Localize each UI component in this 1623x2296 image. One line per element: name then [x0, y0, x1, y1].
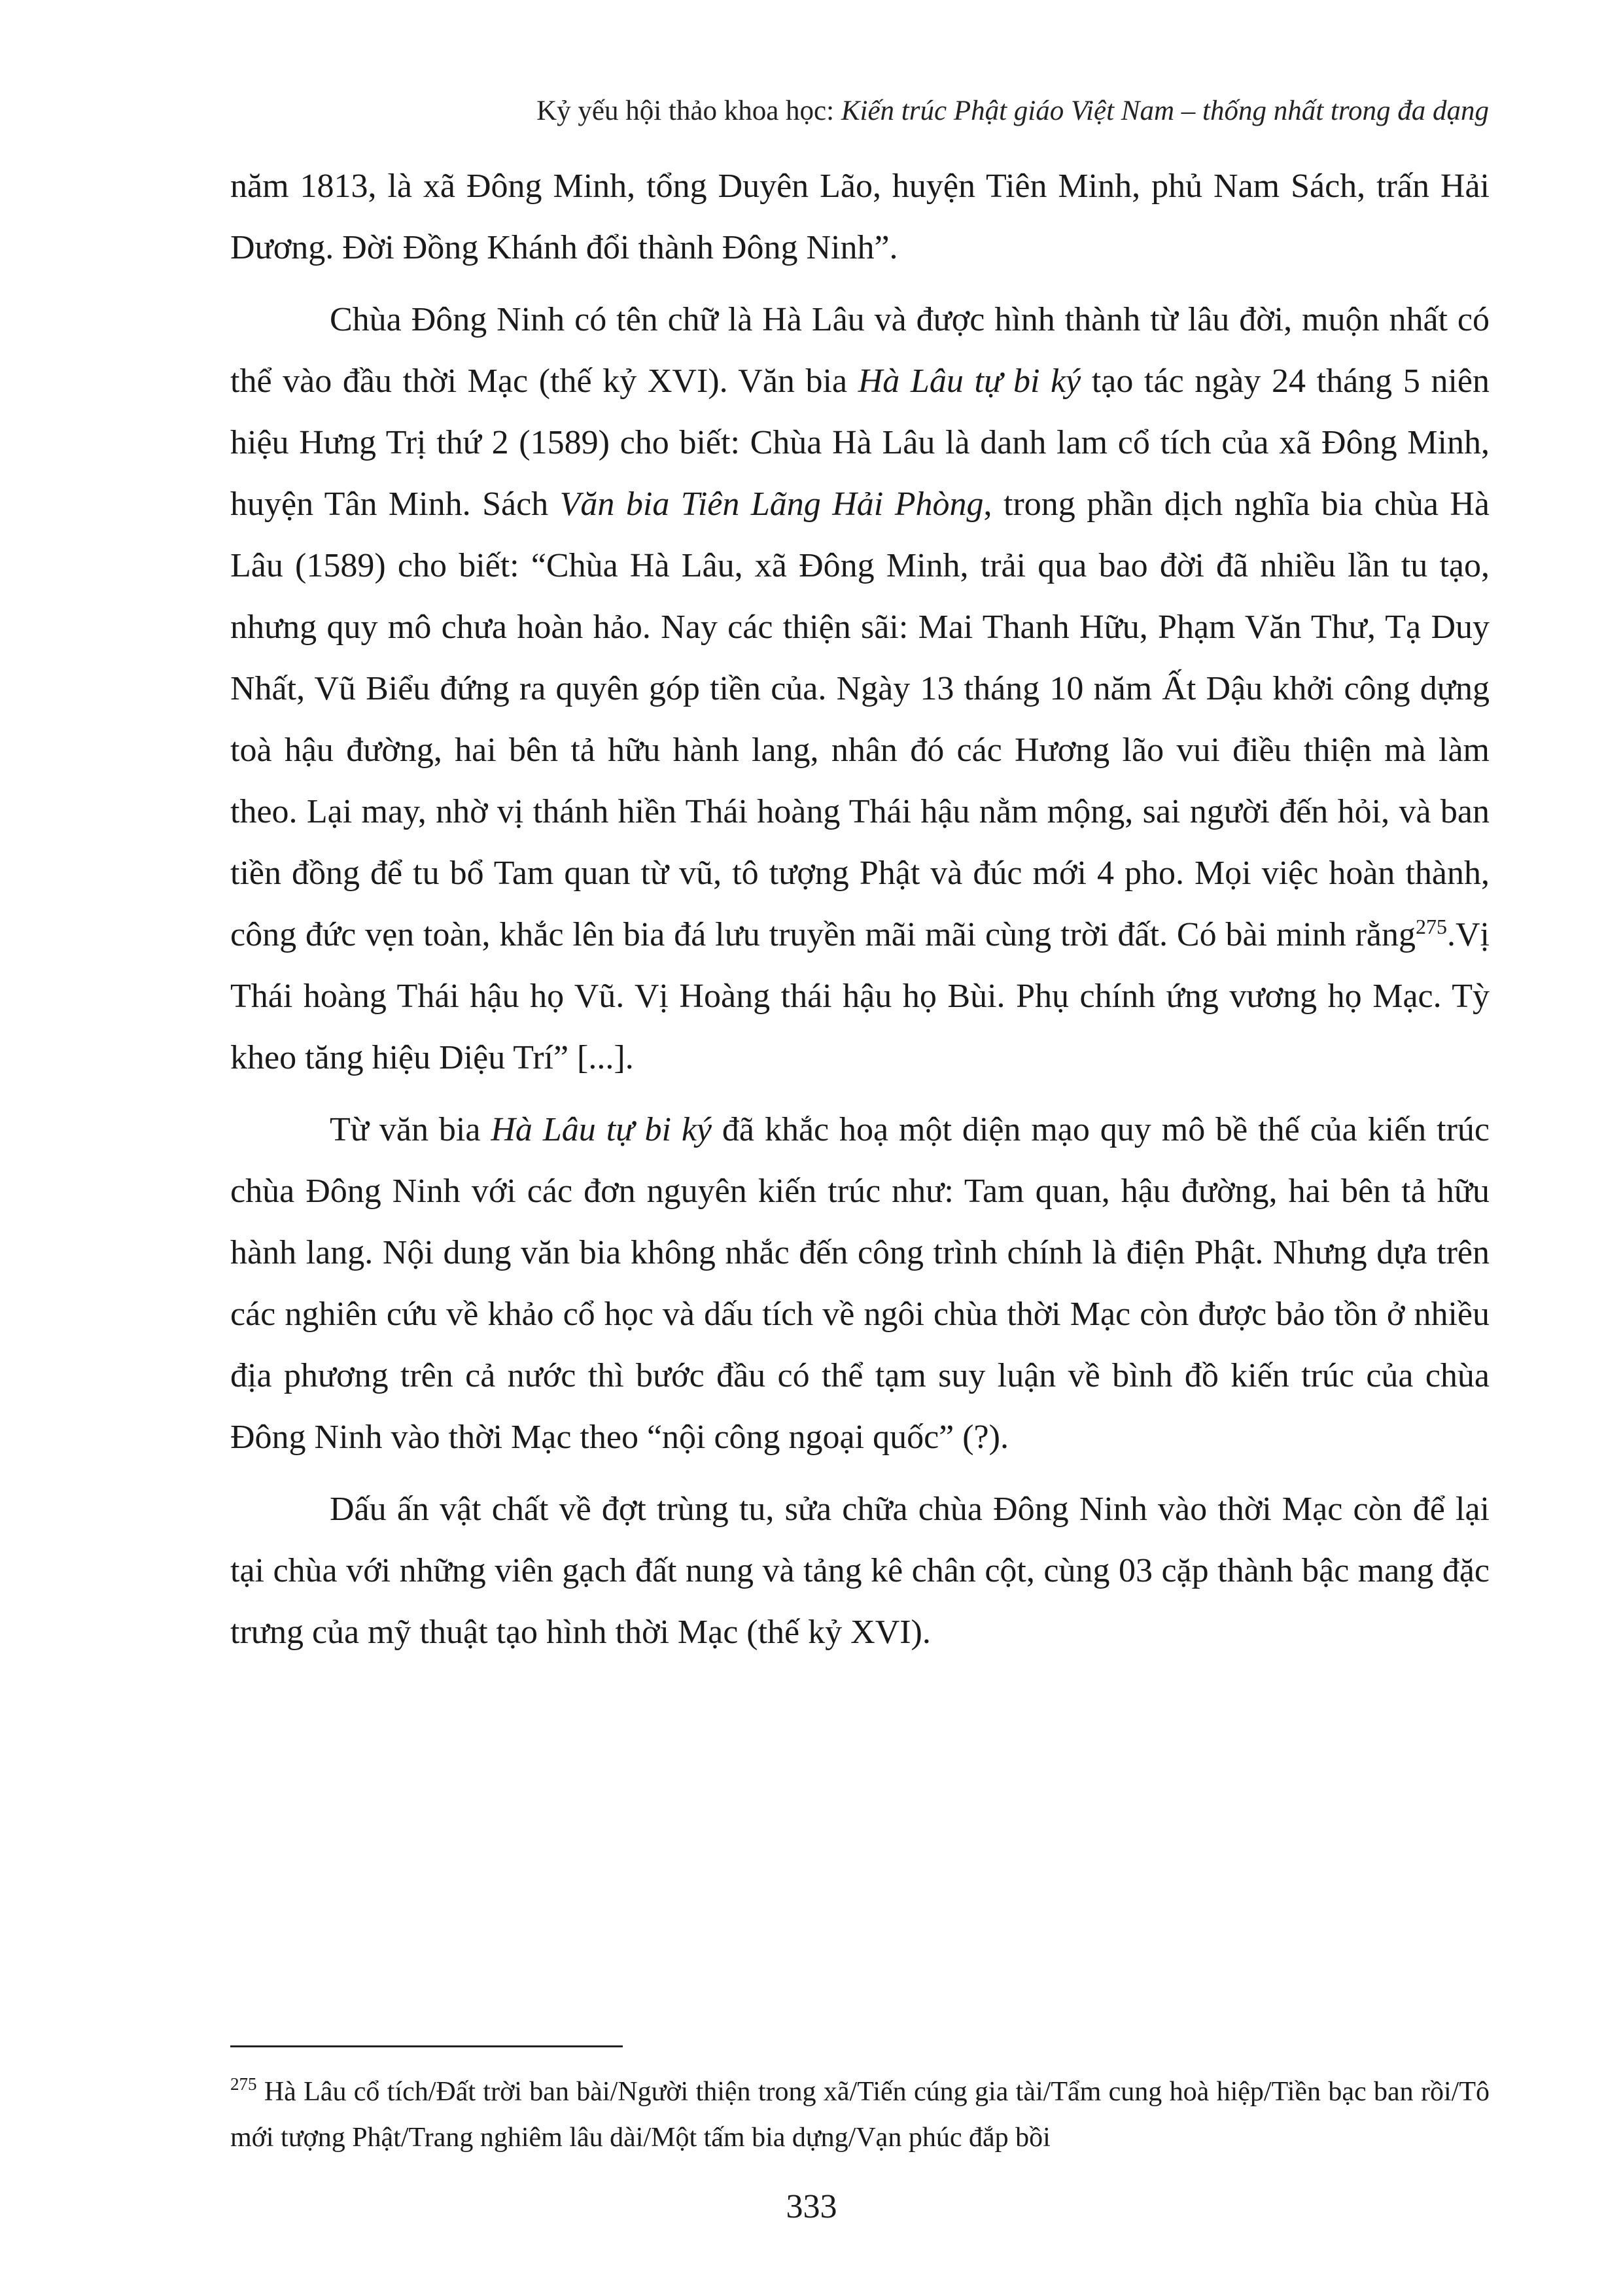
paragraph-3-text-b: đã khắc hoạ một diện mạo quy mô bề thế của kiến trúc chùa Đông Ninh với các đơn nguyên kiến trúc như: Tam quan, hậu đường, hai bên tả hữu hành lang. Nội dung văn bia không nhắc đến công trình chính là điện Phật. Nhưng dựa trên các nghiên cứu về khảo cổ học và dấu tích về ngôi chùa thời Mạc còn được bảo tồn ở nhiều địa phương trên cả nước thì bước đầu có thể tạm suy luận về bình đồ kiến trúc của chùa Đông Ninh vào thời Mạc theo “nội công ngoại quốc” (?).: [230, 1111, 1490, 1456]
paragraph-2-text-c: , trong phần dịch nghĩa bia chùa Hà Lâu (1589) cho biết: “Chùa Hà Lâu, xã Đông Minh, trải qua bao đời đã nhiều lần tu tạo, nhưng quy mô chưa hoàn hảo. Nay các thiện sãi: Mai Thanh Hữu, Phạm Văn Thư, Tạ Duy Nhất, Vũ Biểu đứng ra quyên góp tiền của. Ngày 13 tháng 10 năm Ất Dậu khởi công dựng toà hậu đường, hai bên tả hữu hành lang, nhân đó các Hương lão vui điều thiện mà làm theo. Lại may, nhờ vị thánh hiền Thái hoàng Thái hậu nằm mộng, sai người đến hỏi, và ban tiền đồng để tu bổ Tam quan từ vũ, tô tượng Phật và đúc mới 4 pho. Mọi việc hoàn thành, công đức vẹn toàn, khắc lên bia đá lưu truyền mãi mãi cùng trời đất. Có bài minh rằng: [230, 486, 1490, 953]
paragraph-3-title-ha-lau: Hà Lâu tự bi ký: [491, 1111, 712, 1148]
paragraph-2: [230, 289, 1490, 1089]
paragraph-4: [230, 1479, 1490, 1663]
paragraph-3: [230, 1099, 1490, 1468]
page-number: 333: [786, 2188, 837, 2225]
paragraph-3-text-a: Từ văn bia: [330, 1111, 491, 1148]
body-text: [230, 156, 1490, 1663]
running-header: [536, 92, 1489, 131]
header-prefix: Kỷ yếu hội thảo khoa học:: [536, 96, 841, 126]
paragraph-2-title-ha-lau: Hà Lâu tự bi ký: [858, 362, 1081, 400]
footnote-text: Hà Lâu cổ tích/Đất trời ban bài/Người thiện trong xã/Tiến cúng gia tài/Tẩm cung hoà hiệp/Tiền bạc ban rồi/Tô mới tượng Phật/Trang nghiêm lâu dài/Một tấm bia dựng/Vạn phúc đắp bồi: [230, 2077, 1490, 2153]
footnote-number: 275: [230, 2074, 257, 2094]
paragraph-1-text: năm 1813, là xã Đông Minh, tổng Duyên Lão, huyện Tiên Minh, phủ Nam Sách, trấn Hải Dương. Đời Đồng Khánh đổi thành Đông Ninh”.: [230, 168, 1490, 266]
paragraph-1: [230, 156, 1490, 279]
footnote-reference[interactable]: 275: [1416, 915, 1447, 938]
paragraph-2-text-d: .Vị Thái hoàng Thái hậu họ Vũ. Vị Hoàng thái hậu họ Bùi. Phụ chính ứng vương họ Mạc. Tỳ kheo tăng hiệu Diệu Trí” [...].: [230, 916, 1490, 1076]
header-title: Kiến trúc Phật giáo Việt Nam – thống nhất trong đa dạng: [841, 96, 1489, 126]
footnote-separator: [230, 2045, 623, 2047]
paragraph-2-text-b: tạo tác ngày 24 tháng 5 niên hiệu Hưng Trị thứ 2 (1589) cho biết: Chùa Hà Lâu là danh lam cổ tích của xã Đông Minh, huyện Tân Minh. Sách: [230, 362, 1490, 523]
paragraph-2-text-a: Chùa Đông Ninh có tên chữ là Hà Lâu và được hình thành từ lâu đời, muộn nhất có thể vào đầu thời Mạc (thế kỷ XVI). Văn bia: [230, 301, 1490, 400]
paragraph-2-title-van-bia: Văn bia Tiên Lãng Hải Phòng: [559, 486, 984, 523]
paragraph-4-text: Dấu ấn vật chất về đợt trùng tu, sửa chữa chùa Đông Ninh vào thời Mạc còn để lại tại chùa với những viên gạch đất nung và tảng kê chân cột, cùng 03 cặp thành bậc mang đặc trưng của mỹ thuật tạo hình thời Mạc (thế kỷ XVI).: [230, 1491, 1490, 1651]
footnote: [230, 2069, 1490, 2161]
